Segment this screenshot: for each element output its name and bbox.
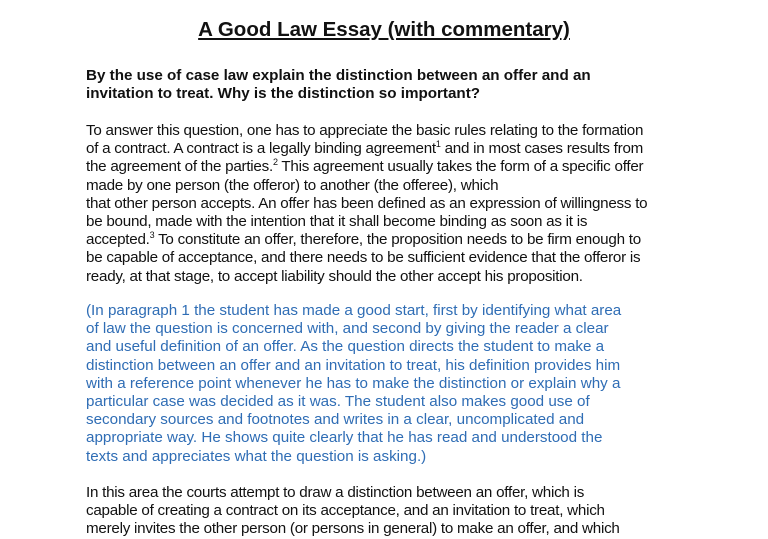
- paragraph-line: [86, 158, 726, 176]
- paragraph-line: ready, at that stage, to accept liability should the other accept his proposition.: [86, 267, 583, 285]
- paragraph-line: be capable of acceptance, and there needs to be sufficient evidence that the offeror is: [86, 249, 641, 267]
- commentary-line: texts and appreciates what the question is asking.): [86, 447, 427, 465]
- commentary-line: of law the question is concerned with, and second by giving the reader a clear: [86, 320, 609, 338]
- line-text: of a contract. A contract is a legally binding agreement: [86, 140, 436, 158]
- essay-title: A Good Law Essay (with commentary): [198, 18, 570, 41]
- commentary-line: and useful definition of an offer. As the question directs the student to make a: [86, 338, 605, 356]
- question-line: By the use of case law explain the distinction between an offer and an: [86, 67, 591, 84]
- commentary-line: with a reference point whenever he has to make the distinction or explain why a: [86, 374, 621, 392]
- footnote-ref-2: 2: [272, 157, 278, 168]
- commentary-paragraph: [86, 302, 726, 466]
- paragraph-line: [86, 140, 726, 158]
- paragraph-line: capable of creating a contract on its acceptance, and an invitation to treat, which: [86, 502, 605, 520]
- answer-paragraph-2: [86, 484, 726, 539]
- footnote-ref-1: 1: [435, 139, 441, 150]
- line-text: This agreement usually takes the form of a specific offer: [277, 158, 644, 176]
- paragraph-line: that other person accepts. An offer has been defined as an expression of willingness to: [86, 194, 648, 212]
- paragraph-line: made by one person (the offeror) to another (the offeree), which: [86, 176, 499, 194]
- paragraph-line: be bound, made with the intention that it shall become binding as soon as it is: [86, 213, 588, 231]
- paragraph-line: merely invites the other person (or persons in general) to make an offer, and which: [86, 520, 620, 538]
- answer-paragraph-1: [86, 122, 726, 286]
- line-text: accepted.: [86, 231, 150, 249]
- commentary-line: particular case was decided as it was. The student also makes good use of: [86, 393, 590, 411]
- paragraph-line: In this area the courts attempt to draw a distinction between an offer, which is: [86, 484, 585, 501]
- commentary-line: distinction between an offer and an invitation to treat, his definition provides him: [86, 356, 621, 374]
- line-text: the agreement of the parties.: [86, 158, 273, 176]
- paragraph-line: [86, 231, 726, 249]
- essay-question: [86, 67, 706, 103]
- line-text: To constitute an offer, therefore, the proposition needs to be firm enough to: [154, 231, 641, 249]
- line-text: and in most cases results from: [440, 140, 644, 158]
- commentary-line: secondary sources and footnotes and writes in a clear, uncomplicated and: [86, 411, 585, 429]
- paragraph-line: To answer this question, one has to appreciate the basic rules relating to the formation: [86, 122, 644, 139]
- commentary-line: appropriate way. He shows quite clearly that he has read and understood the: [86, 429, 603, 447]
- question-line: invitation to treat. Why is the distinction so important?: [86, 85, 481, 103]
- footnote-ref-3: 3: [149, 230, 155, 241]
- commentary-line: (In paragraph 1 the student has made a good start, first by identifying what area: [86, 302, 622, 319]
